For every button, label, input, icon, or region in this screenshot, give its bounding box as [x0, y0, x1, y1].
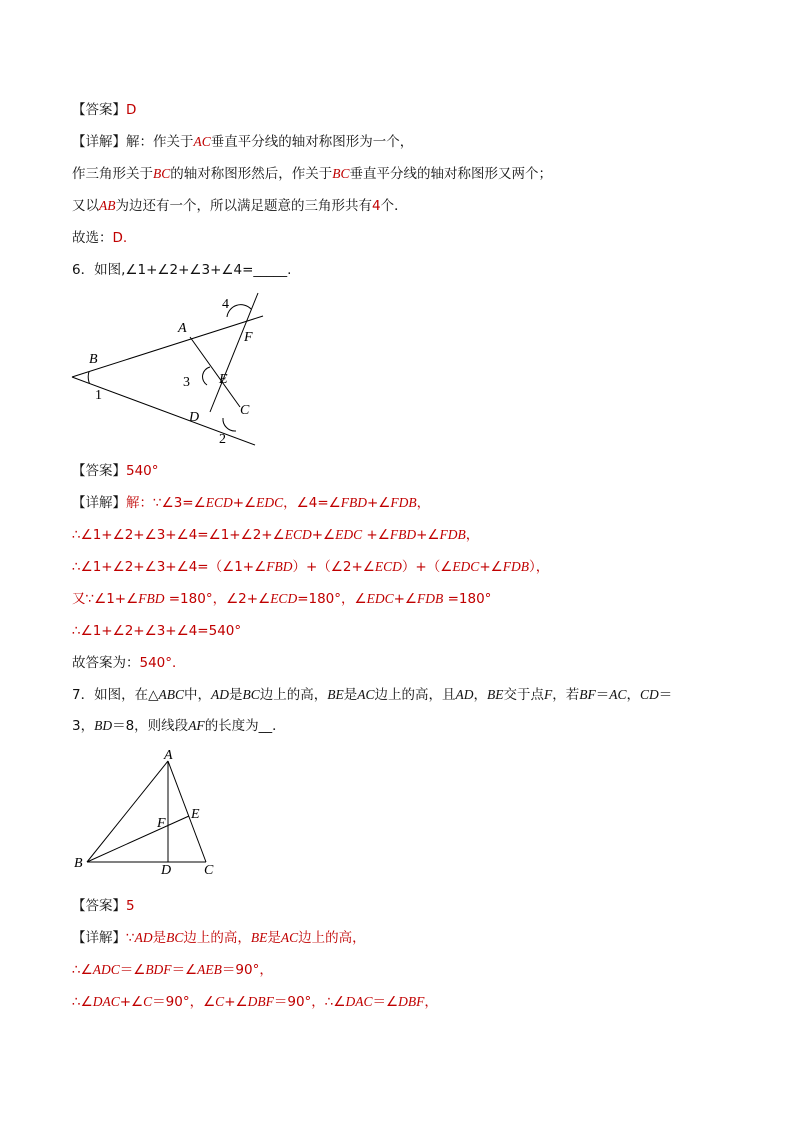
- text: ECD: [270, 591, 298, 606]
- text: ，: [416, 495, 431, 511]
- text: 3，: [72, 718, 95, 734]
- text: AC: [609, 687, 627, 702]
- text: ，: [473, 687, 488, 703]
- text: +∠: [362, 527, 390, 543]
- text: 边上的高，且: [374, 687, 456, 703]
- q7-detail-line-2: [72, 961, 273, 979]
- text: ECD: [205, 495, 233, 510]
- text: 又∵∠1+∠: [72, 591, 139, 607]
- text: EDC: [335, 527, 363, 542]
- answer-label: 【答案】: [72, 102, 126, 118]
- text: C: [143, 994, 153, 1009]
- text: 是: [228, 687, 243, 703]
- answer-label: 【答案】: [72, 898, 126, 914]
- label-f: F: [244, 330, 253, 345]
- text: 解：作关于: [126, 134, 194, 150]
- q6-detail-line-6: [72, 654, 186, 672]
- text: ADC: [92, 962, 120, 977]
- text: ＝8，则线段: [112, 718, 189, 734]
- q7-answer-line: [72, 897, 135, 915]
- text: 又以: [72, 198, 99, 214]
- label-e: E: [191, 807, 200, 822]
- detail-label: 【详解】: [72, 495, 126, 511]
- text: BE: [327, 687, 344, 702]
- altitude-be: [87, 816, 189, 862]
- text: +∠: [119, 994, 144, 1010]
- text: BF: [579, 687, 596, 702]
- q5-detail-line-2: [72, 165, 552, 183]
- text: ＝∠: [372, 994, 399, 1010]
- text: D.: [112, 230, 128, 246]
- text: 中，: [183, 687, 211, 703]
- q7-detail-line-3: [72, 993, 438, 1011]
- label-c: C: [240, 403, 250, 418]
- text: 作三角形关于: [72, 166, 153, 182]
- arc-4: [227, 305, 251, 317]
- text: AD: [134, 930, 153, 945]
- q5-answer-line: [72, 101, 136, 119]
- detail-label: 【详解】: [72, 930, 126, 946]
- answer-label: 【答案】: [72, 463, 126, 479]
- text: ∴∠1+∠2+∠3+∠4=∠1+∠2+∠: [72, 527, 285, 543]
- text: ，: [424, 994, 438, 1010]
- q6-detail-line-3: [72, 558, 549, 576]
- answer-value: D: [126, 102, 137, 118]
- q6-detail-line-5: ∴∠1+∠2+∠3+∠4=540°: [72, 623, 242, 639]
- side-ac: [168, 761, 206, 862]
- text: ＝90°，∴∠: [273, 994, 346, 1010]
- text: BE: [250, 930, 268, 945]
- text: ＝: [658, 687, 673, 703]
- text: 解：∵∠3=∠: [126, 495, 206, 511]
- label-3: 3: [183, 375, 190, 390]
- text: ECD: [284, 527, 312, 542]
- text: BC: [153, 166, 171, 181]
- text: DBF: [247, 994, 274, 1009]
- text: 边上的高，: [259, 687, 328, 703]
- text: DAC: [92, 994, 120, 1009]
- text: 故选：: [72, 230, 113, 246]
- text: FBD: [138, 591, 165, 606]
- text: ），: [528, 559, 550, 575]
- text: BDF: [145, 962, 172, 977]
- label-a: A: [178, 321, 187, 336]
- text: +∠: [232, 495, 257, 511]
- text: DAC: [345, 994, 373, 1009]
- text: AD: [210, 687, 229, 702]
- text: +∠: [416, 527, 440, 543]
- text: 是: [267, 930, 281, 946]
- text: EDC: [452, 559, 480, 574]
- label-1: 1: [95, 388, 102, 403]
- text: ＝90°，∠: [152, 994, 216, 1010]
- q6-figure: [60, 285, 280, 455]
- text: 的长度为__．: [204, 718, 286, 734]
- text: 是: [152, 930, 167, 946]
- q6-detail-line-4: [72, 590, 491, 608]
- q7-figure: [60, 748, 230, 880]
- text: EDC: [256, 495, 284, 510]
- text: 540°．: [139, 655, 186, 671]
- text: ）+（∠2+∠: [292, 559, 375, 575]
- text: 垂直平分线的轴对称图形又两个；: [349, 166, 553, 182]
- text: BC: [166, 930, 184, 945]
- q5-detail-line-4: [72, 229, 127, 247]
- q7-stem-line-2: [72, 717, 286, 735]
- q5-detail-line-3: [72, 197, 408, 215]
- text: =180°，∠: [297, 591, 367, 607]
- text: 的轴对称图形然后，作关于: [170, 166, 333, 182]
- label-a: A: [164, 748, 173, 763]
- text: ∴∠: [72, 962, 93, 978]
- line-ac: [190, 337, 240, 407]
- text: 垂直平分线的轴对称图形为一个，: [210, 134, 414, 150]
- label-4: 4: [222, 297, 229, 312]
- label-f: F: [157, 816, 166, 831]
- text: DBF: [398, 994, 425, 1009]
- text: ∵: [126, 930, 135, 946]
- text: ）+（∠: [401, 559, 453, 575]
- text: BE: [487, 687, 504, 702]
- answer-value: 540°: [126, 463, 159, 479]
- q6-answer-line: [72, 462, 159, 480]
- text: +∠: [393, 591, 418, 607]
- text: ＝∠: [171, 962, 198, 978]
- q6-stem: 6．如图,∠1+∠2+∠3+∠4=_____.: [72, 262, 292, 278]
- q7-stem-line-1: [72, 686, 672, 704]
- text: BC: [332, 166, 350, 181]
- text: F: [544, 687, 553, 702]
- label-e: E: [219, 372, 228, 387]
- arc-3: [203, 367, 210, 385]
- label-b: B: [89, 352, 98, 367]
- detail-label: 【详解】: [72, 134, 126, 150]
- text: CD: [640, 687, 659, 702]
- text: AEB: [197, 962, 222, 977]
- text: =180°: [443, 591, 492, 607]
- answer-value: 5: [126, 898, 135, 914]
- text: 7．如图，在△: [72, 687, 159, 703]
- text: FBD: [389, 527, 417, 542]
- text: AC: [280, 930, 299, 945]
- text: ，∠4=∠: [283, 495, 341, 511]
- label-b: B: [74, 856, 83, 871]
- text: ＝90°，: [221, 962, 273, 978]
- q6-detail-line-2: [72, 526, 479, 544]
- side-ab: [87, 761, 168, 862]
- text: AC: [357, 687, 375, 702]
- arc-1: [88, 372, 89, 384]
- text: ，: [626, 687, 641, 703]
- text: +∠: [479, 559, 503, 575]
- text: ，: [465, 527, 480, 543]
- text: 个．: [380, 198, 408, 214]
- text: 故答案为：: [72, 655, 140, 671]
- text: FDB: [439, 527, 466, 542]
- label-c: C: [204, 863, 214, 878]
- text: 边上的高，: [298, 930, 366, 946]
- text: ＝: [595, 687, 610, 703]
- label-d: D: [189, 410, 200, 425]
- line-fd: [210, 293, 258, 412]
- q6-detail-line-1: [72, 494, 430, 512]
- text: 是: [343, 687, 358, 703]
- label-d: D: [161, 863, 172, 878]
- text: FDB: [417, 591, 444, 606]
- line-bf: [72, 316, 263, 377]
- text: +∠: [224, 994, 248, 1010]
- text: ＝∠: [119, 962, 146, 978]
- q5-detail-line-1: [72, 133, 413, 151]
- text: ECD: [374, 559, 402, 574]
- text: FBD: [266, 559, 293, 574]
- text: AC: [193, 134, 211, 149]
- text: AD: [455, 687, 474, 702]
- text: AF: [188, 718, 205, 733]
- text: FBD: [340, 495, 367, 510]
- text: ABC: [158, 687, 184, 702]
- text: +∠: [311, 527, 336, 543]
- text: 为边还有一个，所以满足题意的三角形共有: [115, 198, 372, 214]
- q7-detail-line-1: [72, 929, 366, 947]
- text: ∴∠: [72, 994, 93, 1010]
- text: FDB: [502, 559, 529, 574]
- text: ∴∠1+∠2+∠3+∠4=（∠1+∠: [72, 559, 267, 575]
- text: C: [215, 994, 225, 1009]
- text: AB: [99, 198, 116, 213]
- label-2: 2: [219, 432, 226, 447]
- text: ，若: [552, 687, 580, 703]
- text: +∠: [366, 495, 391, 511]
- text: BC: [242, 687, 260, 702]
- text: 边上的高，: [183, 930, 251, 946]
- text: EDC: [366, 591, 394, 606]
- text: =180°，∠2+∠: [164, 591, 271, 607]
- text: BD: [94, 718, 113, 733]
- text: 交于点: [503, 687, 545, 703]
- text: FDB: [390, 495, 417, 510]
- text: 4: [372, 198, 381, 214]
- arc-2: [223, 418, 236, 431]
